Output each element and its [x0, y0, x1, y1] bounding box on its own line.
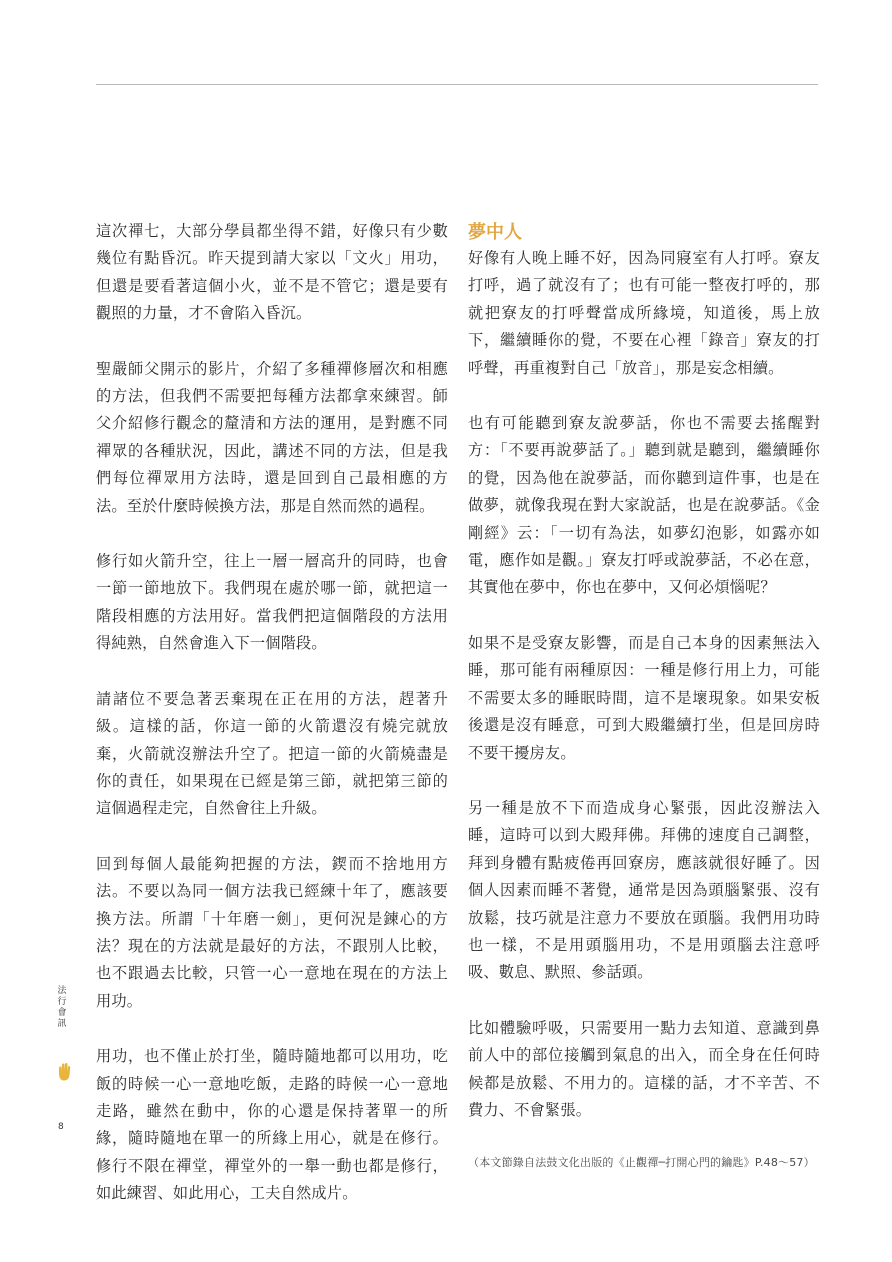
paragraph: 如果不是受寮友影響，而是自己本身的因素無法入睡，那可能有兩種原因：一種是修行用上力，可能不需要太多的睡眠時間，這不是壞現象。如果安板後還是沒有睡意，可到大殿繼續打坐，但是回房時不要干擾房友。 [468, 633, 820, 762]
paragraph: 回到每個人最能夠把握的方法，鍥而不捨地用方法。不要以為同一個方法我已經練十年了，應該要換方法。所謂「十年磨一劍」，更何況是鍊心的方法？現在的方法就是最好的方法，不跟別人比較，也不跟過去比較，只管一心一意地在現在的方法上用功。 [96, 854, 448, 1010]
section-heading: 夢中人 [468, 222, 522, 243]
paragraph: 另一種是放不下而造成身心緊張，因此沒辦法入睡，這時可以到大殿拜佛。拜佛的速度自己調整，拜到身體有點疲倦再回寮房，應該就很好睡了。因個人因素而睡不著覺，通常是因為頭腦緊張、沒有放鬆，技巧就是注意力不要放在頭腦。我們用功時也一樣，不是用頭腦用功，不是用頭腦去注意呼吸、數息、默照、參話頭。 [468, 798, 820, 982]
paragraph: 比如體驗呼吸，只需要用一點力去知道、意識到鼻前人中的部位接觸到氣息的出入，而全身在任何時候都是放鬆、不用力的。這樣的話，才不辛苦、不費力、不會緊張。 [468, 1018, 820, 1119]
page-number: 8 [58, 1122, 64, 1132]
title-char: 會 [57, 1008, 67, 1018]
paragraph: 這次禪七，大部分學員都坐得不錯，好像只有少數幾位有點昏沉。昨天提到請大家以「文火」用功，但還是要看著這個小火，並不是不管它；還是要有觀照的力量，才不會陷入昏沉。 [96, 222, 448, 323]
paragraph: 用功，也不僅止於打坐，隨時隨地都可以用功，吃飯的時候一心一意地吃飯，走路的時候一心一意地走路，雖然在動中，你的心還是保持著單一的所緣，隨時隨地在單一的所緣上用心，就是在修行。修行不限在禪堂，禪堂外的一舉一動也都是修行，如此練習、如此用心，工夫自然成片。 [96, 1047, 448, 1203]
source-citation: （本文節錄自法鼓文化出版的《止觀禪─打開心門的鑰匙》P.48～57） [468, 1156, 815, 1170]
title-char: 法 [57, 986, 67, 996]
paragraph: 請諸位不要急著丟棄現在正在用的方法，趕著升級。這樣的話，你這一節的火箭還沒有燒完就放棄，火箭就沒辦法升空了。把這一節的火箭燒盡是你的責任，如果現在已經是第三節，就把第三節的這個過程走完，自然會往上升級。 [96, 689, 448, 818]
paragraph: 聖嚴師父開示的影片，介紹了多種禪修層次和相應的方法，但我們不需要把每種方法都拿來練習。師父介紹修行觀念的釐清和方法的運用，是對應不同禪眾的各種狀況，因此，講述不同的方法，但是我們每位禪眾用方法時，還是回到自己最相應的方法。至於什麼時候換方法，那是自然而然的過程。 [96, 359, 448, 515]
title-char: 行 [57, 997, 67, 1007]
title-char: 訊 [57, 1019, 67, 1029]
left-column [96, 218, 448, 1236]
paragraph: 也有可能聽到寮友說夢話，你也不需要去搖醒對方：「不要再說夢話了。」聽到就是聽到，繼續睡你的覺，因為他在說夢話，而你聽到這件事，也是在做夢，就像我現在對大家說話，也是在說夢話。《金剛經》云：「一切有為法，如夢幻泡影，如露亦如電，應作如是觀。」寮友打呼或說夢話，不必在意，其實他在夢中，你也在夢中，又何必煩惱呢？ [468, 414, 820, 597]
hand-icon [56, 1062, 72, 1082]
paragraph: 好像有人晚上睡不好，因為同寢室有人打呼。寮友打呼，過了就沒有了；也有可能一整夜打呼的，那就把寮友的打呼聲當成所緣境，知道後，馬上放下，繼續睡你的覺，不要在心裡「錄音」寮友的打呼聲，再重複對自己「放音」，那是妄念相續。 [468, 249, 820, 377]
paragraph: 修行如火箭升空，往上一層一層高升的同時，也會一節一節地放下。我們現在處於哪一節，就把這一階段相應的方法用好。當我們把這個階段的方法用得純熟，自然會進入下一個階段。 [96, 552, 448, 653]
publication-title [55, 986, 69, 1030]
top-divider [96, 84, 818, 85]
right-column [468, 218, 820, 1202]
